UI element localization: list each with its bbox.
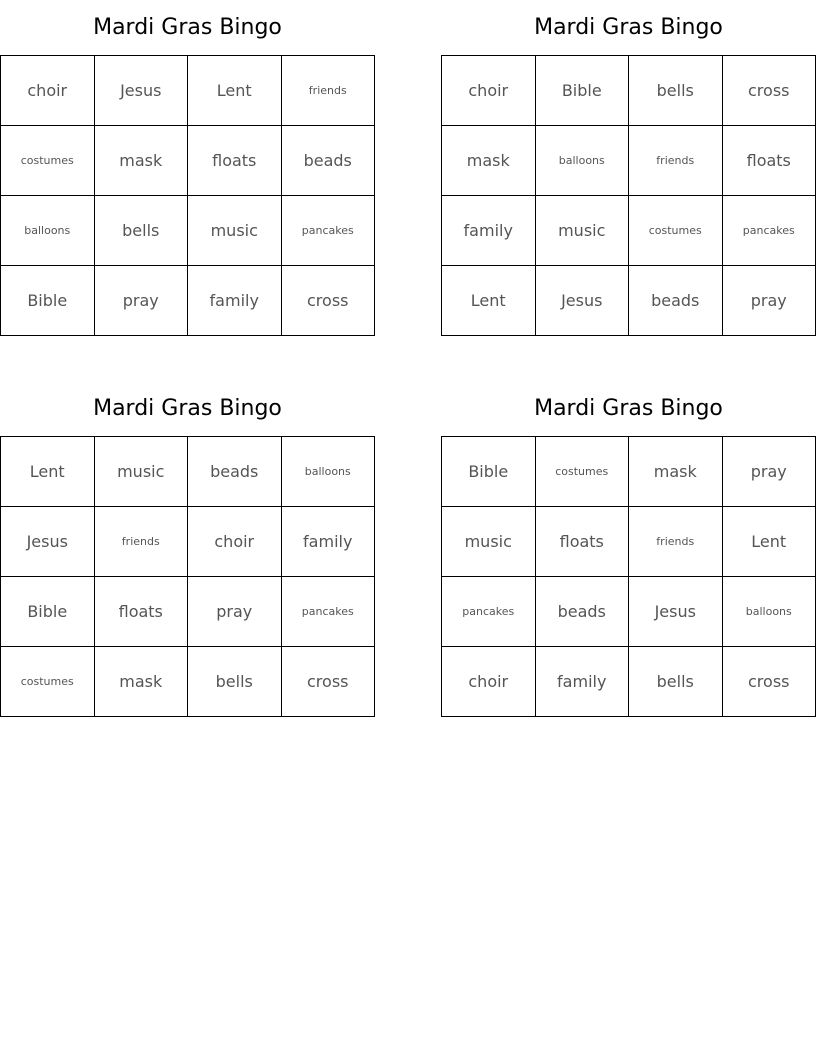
bingo-cell: Lent — [1, 437, 95, 507]
bingo-cell: floats — [188, 126, 282, 196]
bingo-cell: floats — [95, 577, 189, 647]
bingo-cell: Bible — [1, 577, 95, 647]
bingo-card-3 — [0, 381, 375, 717]
bingo-cell: choir — [442, 647, 536, 717]
bingo-cell: music — [536, 196, 630, 266]
bingo-cell: pancakes — [282, 196, 376, 266]
bingo-cell: family — [282, 507, 376, 577]
bingo-cell: family — [442, 196, 536, 266]
card-title: Mardi Gras Bingo — [534, 396, 723, 421]
bingo-cell: pray — [95, 266, 189, 336]
bingo-cell: beads — [282, 126, 376, 196]
bingo-cell: cross — [282, 266, 376, 336]
bingo-cell: pancakes — [282, 577, 376, 647]
bingo-cell: friends — [95, 507, 189, 577]
bingo-cell: bells — [629, 647, 723, 717]
bingo-card-1 — [0, 0, 375, 336]
bingo-cell: beads — [188, 437, 282, 507]
bingo-cell: pray — [188, 577, 282, 647]
bingo-cell: friends — [282, 56, 376, 126]
bingo-cell: Bible — [442, 437, 536, 507]
bingo-cell: Jesus — [95, 56, 189, 126]
bingo-cell: pray — [723, 437, 816, 507]
bingo-cell: music — [95, 437, 189, 507]
bingo-cell: costumes — [536, 437, 630, 507]
bingo-cell: mask — [629, 437, 723, 507]
bingo-cell: costumes — [1, 647, 95, 717]
bingo-cell: Bible — [1, 266, 95, 336]
bingo-cell: bells — [95, 196, 189, 266]
bingo-cell: family — [188, 266, 282, 336]
bingo-cell: balloons — [1, 196, 95, 266]
bingo-cell: Lent — [723, 507, 816, 577]
bingo-card-2 — [441, 0, 816, 336]
bingo-cell: friends — [629, 126, 723, 196]
bingo-cell: music — [188, 196, 282, 266]
bingo-card-4 — [441, 381, 816, 717]
bingo-cell: Lent — [188, 56, 282, 126]
bingo-cell: pancakes — [442, 577, 536, 647]
bingo-cell: Bible — [536, 56, 630, 126]
bingo-cell: pray — [723, 266, 816, 336]
bingo-cell: mask — [95, 126, 189, 196]
bingo-cell: mask — [95, 647, 189, 717]
bingo-cell: cross — [723, 56, 816, 126]
bingo-cell: pancakes — [723, 196, 816, 266]
bingo-cell: beads — [536, 577, 630, 647]
bingo-cell: music — [442, 507, 536, 577]
bingo-cell: beads — [629, 266, 723, 336]
bingo-cell: Lent — [442, 266, 536, 336]
bingo-cell: Jesus — [629, 577, 723, 647]
bingo-cell: balloons — [536, 126, 630, 196]
bingo-cell: floats — [723, 126, 816, 196]
bingo-cell: choir — [442, 56, 536, 126]
bingo-cell: floats — [536, 507, 630, 577]
bingo-grid — [441, 55, 816, 336]
bingo-grid — [441, 436, 816, 717]
bingo-cell: choir — [1, 56, 95, 126]
bingo-cell: costumes — [1, 126, 95, 196]
card-title: Mardi Gras Bingo — [534, 15, 723, 40]
bingo-cell: choir — [188, 507, 282, 577]
bingo-cell: bells — [188, 647, 282, 717]
bingo-cell: cross — [723, 647, 816, 717]
bingo-cell: costumes — [629, 196, 723, 266]
bingo-cell: Jesus — [536, 266, 630, 336]
bingo-cell: balloons — [723, 577, 816, 647]
bingo-cell: Jesus — [1, 507, 95, 577]
bingo-cell: family — [536, 647, 630, 717]
bingo-cell: friends — [629, 507, 723, 577]
bingo-cell: mask — [442, 126, 536, 196]
card-title: Mardi Gras Bingo — [93, 396, 282, 421]
bingo-cell: balloons — [282, 437, 376, 507]
bingo-grid — [0, 436, 375, 717]
bingo-cell: cross — [282, 647, 376, 717]
bingo-grid — [0, 55, 375, 336]
bingo-cell: bells — [629, 56, 723, 126]
card-title: Mardi Gras Bingo — [93, 15, 282, 40]
